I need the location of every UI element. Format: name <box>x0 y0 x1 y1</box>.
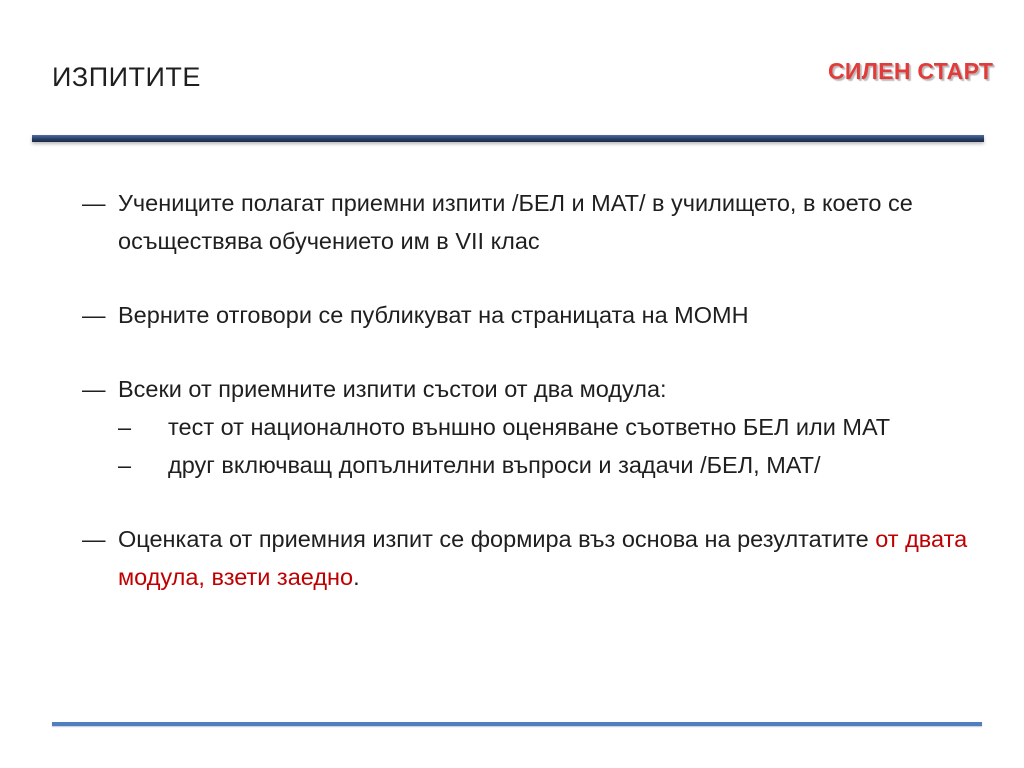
bullet-answers-published <box>82 296 972 334</box>
bullet-text: Учениците полагат приемни изпити /БЕЛ и МАТ/ в училището, в което се осъществява обучението им в VII клас <box>118 190 913 254</box>
bullet-text <box>118 526 967 590</box>
bullet-dash: — <box>82 376 106 402</box>
bullet-dash: — <box>82 302 106 328</box>
sub-bullet-national-test <box>82 408 972 446</box>
logo-text: СИЛЕН СТАРТ <box>828 58 994 84</box>
slide-title: ИЗПИТИТЕ <box>52 62 201 92</box>
bullet-text: Всеки от приемните изпити състои от два модула: <box>118 376 667 402</box>
sub-bullet-text: друг включващ допълнителни въпроси и задачи /БЕЛ, МАТ/ <box>168 452 821 478</box>
bullet-grade-formation <box>82 520 972 596</box>
slide-content <box>82 184 972 596</box>
bullet-dash: — <box>82 190 106 216</box>
bullet-text-plain: Оценката от приемния изпит се формира въз основа на резултатите <box>118 526 876 552</box>
top-divider <box>32 135 984 142</box>
bullet-text-highlight: от двата модула, взети заедно <box>118 526 968 590</box>
bullet-exams-location <box>82 184 972 260</box>
sub-bullet-dash: – <box>118 414 132 440</box>
bullet-two-modules <box>82 370 972 408</box>
bottom-divider <box>52 722 982 726</box>
bullet-text: Верните отговори се публикуват на страницата на МОМН <box>118 302 749 328</box>
bullet-dash: — <box>82 526 106 552</box>
sub-bullet-additional-questions <box>82 446 972 484</box>
sub-bullet-text: тест от националното външно оценяване съответно БЕЛ или МАТ <box>168 414 891 440</box>
bullet-text-end: . <box>353 564 360 590</box>
sub-bullet-dash: – <box>118 452 132 478</box>
